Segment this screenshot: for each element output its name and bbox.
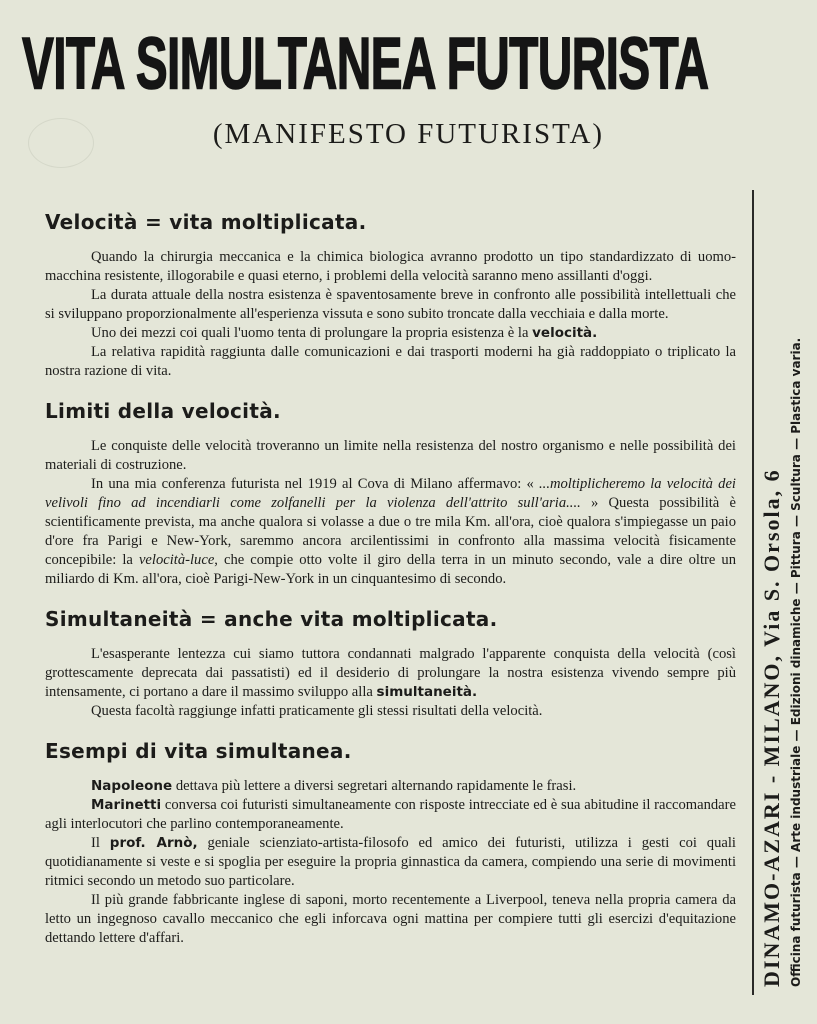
text: Uno dei mezzi coi quali l'uomo tenta di prolungare la propria esistenza è la [91,325,533,341]
document-subtitle: (MANIFESTO FUTURISTA) [212,118,605,150]
paragraph [45,702,736,721]
section [45,607,736,721]
paragraph [45,796,736,834]
text: Il più grande fabbricante inglese di saponi, morto recentemente a Liverpool, teneva nella propria camera da letto un ingegnoso cavallo meccanico che egli inforcava ogni mattina per compiere tutti gli esercizi d'equitazione dettando lettere d'affari. [45,892,736,946]
manifesto-body [45,210,736,966]
paragraph [45,777,736,796]
bold-text: prof. Arnò, [109,835,198,851]
text: dettava più lettere a diversi segretari alternando rapidamente le frasi. [172,778,577,794]
document-title [22,22,798,105]
paragraph [45,343,736,381]
text: Questa facoltà raggiunge infatti praticamente gli stessi risultati della velocità. [91,703,543,719]
text: » Questa possibilità è scientificamente prevista, ma anche qualora si volasse a due o tre mila Km. all'ora, cioè qualora s'impiegasse un paio d'ore fra Parigi e New-York, saremmo ancora arcilentissimi in confronto alla massima velocità fisicamente concepibile: la [45,495,736,568]
bold-text: Marinetti [91,797,162,813]
publisher-sidebar [757,195,803,995]
italic-text: ...moltiplicheremo la velocità dei velivoli fino ad incendiarli come zolfanelli per la violenza dell'attrito sull'aria.... [45,476,736,511]
paragraph [45,645,736,702]
paragraph [45,437,736,475]
paragraph [45,248,736,286]
bold-text: simultaneità. [376,684,478,700]
text: La relativa rapidità raggiunta dalle comunicazioni e dai trasporti moderni ha già raddoppiato o triplicato la nostra razione di vita. [45,344,736,379]
text: , che compie otto volte il giro della terra in un minuto secondo, vale a dire oltre un miliardo di Km. all'ora, cioè Parigi-New-York in un cinquantesimo di secondo. [45,552,736,587]
bold-text: Napoleone [91,778,173,794]
title-text: VITA SIMULTANEA FUTURISTA [22,23,709,105]
text: geniale scienziato-artista-filosofo ed amico dei futuristi, utilizza i gesti coi quali quotidianamente si veste e si spoglia per eseguire la propria ginnastica da camera, compiendo una serie di movimenti ritmici secondo un metodo suo particolare. [45,835,736,889]
section-heading: Simultaneità = anche vita moltiplicata. [45,607,498,631]
section-heading: Esempi di vita simultanea. [45,739,352,763]
text: Quando la chirurgia meccanica e la chimica biologica avranno prodotto un tipo standardizzato di uomo-macchina resistente, illogorabile e quasi eterno, i problemi della velocità saranno meno assillanti d'oggi. [45,249,736,284]
paragraph [45,834,736,891]
paragraph [45,324,736,343]
paragraph [45,475,736,589]
text: In una mia conferenza futurista nel 1919 al Cova di Milano affermavo: « [91,476,540,492]
section [45,739,736,948]
section [45,210,736,381]
section-heading: Velocità = vita moltiplicata. [45,210,367,234]
publisher-address: DINAMO-AZARI - MILANO, Via S. Orsola, 6 [759,468,784,987]
section [45,399,736,589]
text: Le conquiste delle velocità troveranno un limite nella resistenza del nostro organismo e nelle possibilità dei materiali di costruzione. [45,438,736,473]
italic-text: velocità-luce [138,552,215,568]
text: La durata attuale della nostra esistenza è spaventosamente breve in confronto alle possibilità intellettuali che si sviluppano proporzionalmente all'esperienza vissuta e sono subito troncate dalla vecchiaia e dalla morte. [45,287,736,322]
publisher-activities: Officina futurista — Arte industriale — Edizioni dinamiche — Pittura — Scultura — Plastica varia. [789,337,803,987]
bold-text: velocità. [532,325,598,341]
sidebar-divider [752,190,754,995]
text: L'esasperante lentezza cui siamo tuttora condannati malgrado l'apparente conquista della velocità (così grottescamente deprecata dai passatisti) ed il desiderio di prolungare la nostra esistenza vivendo sempre più intensamente, ci portano a dare il massimo sviluppo alla [45,646,736,700]
text: conversa coi futuristi simultaneamente con risposte intrecciate ed è sua abitudine il raccomandare agli interlocutori che parlino contemporaneamente. [45,797,736,832]
section-heading: Limiti della velocità. [45,399,281,423]
text: Il [91,835,110,851]
paragraph [45,891,736,948]
paragraph [45,286,736,324]
